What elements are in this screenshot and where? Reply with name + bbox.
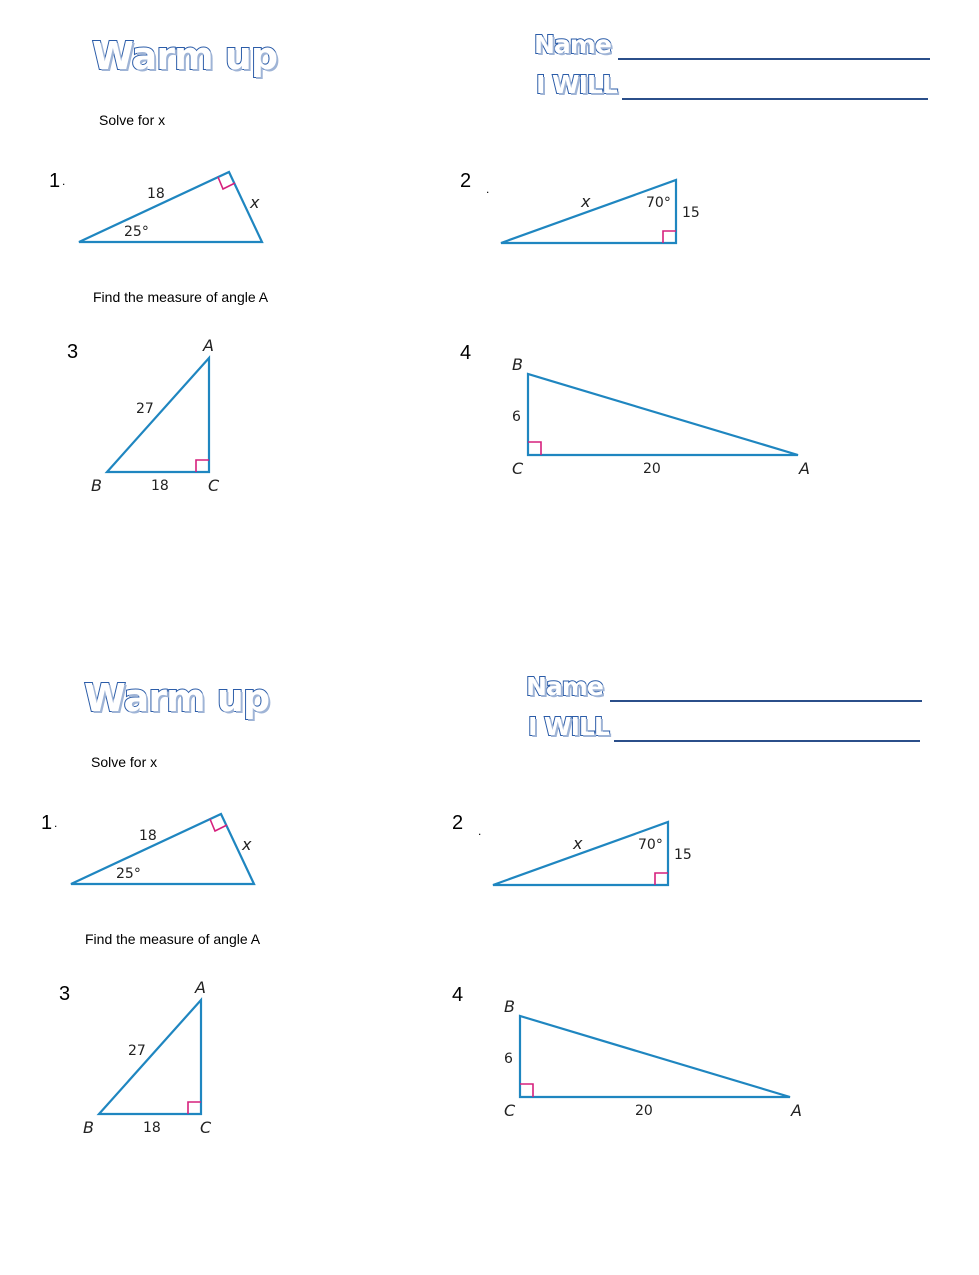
triangle-1-hyp-label: 18 [147, 186, 165, 202]
triangle-1-x-label: x [242, 835, 252, 854]
triangle-3-vertex-a: A [195, 978, 206, 997]
triangle-2 [501, 180, 700, 243]
problem-number-4: 4 [452, 984, 464, 1006]
problem-1-dot: . [62, 174, 66, 188]
triangle-4-vertex-b: B [512, 355, 523, 374]
triangle-2-angle-label: 70° [646, 195, 671, 211]
warm-up-title: Warm up [84, 676, 270, 720]
triangle-4 [504, 997, 802, 1120]
triangle-4-shape [520, 1016, 790, 1097]
problem-2-dot: . [478, 824, 482, 838]
triangle-2-right-angle [663, 231, 676, 243]
triangle-3-vertex-c: C [200, 1118, 212, 1137]
triangle-4-vertex-c: C [504, 1101, 516, 1120]
triangle-3-right-angle [188, 1102, 201, 1114]
triangle-4-vertex-b: B [504, 997, 515, 1016]
problem-number-4: 4 [460, 342, 472, 364]
triangle-4-base-label: 20 [643, 461, 661, 477]
problem-2-dot: . [486, 182, 490, 196]
name-label: Name [534, 30, 611, 59]
triangle-4-vertex-a: A [791, 1101, 802, 1120]
triangle-4 [512, 355, 810, 478]
problem-1-dot: . [54, 816, 58, 830]
i-will-label: I WILL [528, 712, 609, 741]
triangle-2-right-angle [655, 873, 668, 885]
triangle-diagrams [0, 642, 971, 1275]
triangle-1-hyp-label: 18 [139, 828, 157, 844]
triangle-1 [79, 172, 262, 242]
triangle-3-hyp-label: 27 [128, 1043, 146, 1059]
triangle-1-angle-label: 25° [124, 224, 149, 240]
triangle-3-base-label: 18 [151, 478, 169, 494]
worksheet-content [0, 0, 979, 633]
instruction-find-angle: Find the measure of angle A [85, 931, 261, 947]
triangle-4-vertex-a: A [799, 459, 810, 478]
problem-number-3: 3 [67, 341, 79, 363]
instruction-find-angle: Find the measure of angle A [93, 289, 269, 305]
problem-number-1: 1 [49, 170, 61, 192]
triangle-3-shape [99, 1000, 201, 1114]
triangle-4-base-label: 20 [635, 1103, 653, 1119]
name-label: Name [526, 672, 603, 701]
triangle-4-side-label: 6 [512, 409, 521, 425]
triangle-3-vertex-b: B [91, 476, 102, 495]
triangle-diagrams [0, 0, 979, 633]
triangle-3-vertex-a: A [203, 336, 214, 355]
triangle-2-angle-label: 70° [638, 837, 663, 853]
triangle-3-vertex-c: C [208, 476, 220, 495]
triangle-1-angle-label: 25° [116, 866, 141, 882]
triangle-4-side-label: 6 [504, 1051, 513, 1067]
triangle-3 [83, 978, 212, 1137]
problem-number-1: 1 [41, 812, 53, 834]
instruction-solve-for-x: Solve for x [91, 754, 158, 770]
triangle-2-x-label: x [573, 834, 583, 853]
triangle-3-hyp-label: 27 [136, 401, 154, 417]
worksheet-bottom [0, 642, 979, 1275]
triangle-3-base-label: 18 [143, 1120, 161, 1136]
i-will-label: I WILL [536, 70, 617, 99]
triangle-3-shape [107, 358, 209, 472]
problem-number-2: 2 [452, 812, 464, 834]
triangle-4-shape [528, 374, 798, 455]
triangle-2-side-label: 15 [682, 205, 700, 221]
problem-number-2: 2 [460, 170, 472, 192]
triangle-2-x-label: x [581, 192, 591, 211]
worksheet-content-copy [0, 642, 971, 1275]
triangle-3-right-angle [196, 460, 209, 472]
worksheet-top [0, 0, 979, 633]
triangle-4-right-angle [528, 442, 541, 455]
triangle-1 [71, 814, 254, 884]
triangle-2-side-label: 15 [674, 847, 692, 863]
triangle-2 [493, 822, 692, 885]
triangle-4-vertex-c: C [512, 459, 524, 478]
triangle-2-shape [501, 180, 676, 243]
triangle-4-right-angle [520, 1084, 533, 1097]
triangle-1-x-label: x [250, 193, 260, 212]
warm-up-title: Warm up [92, 34, 278, 78]
problem-number-3: 3 [59, 983, 71, 1005]
triangle-3-vertex-b: B [83, 1118, 94, 1137]
triangle-2-shape [493, 822, 668, 885]
instruction-solve-for-x: Solve for x [99, 112, 166, 128]
triangle-3 [91, 336, 220, 495]
